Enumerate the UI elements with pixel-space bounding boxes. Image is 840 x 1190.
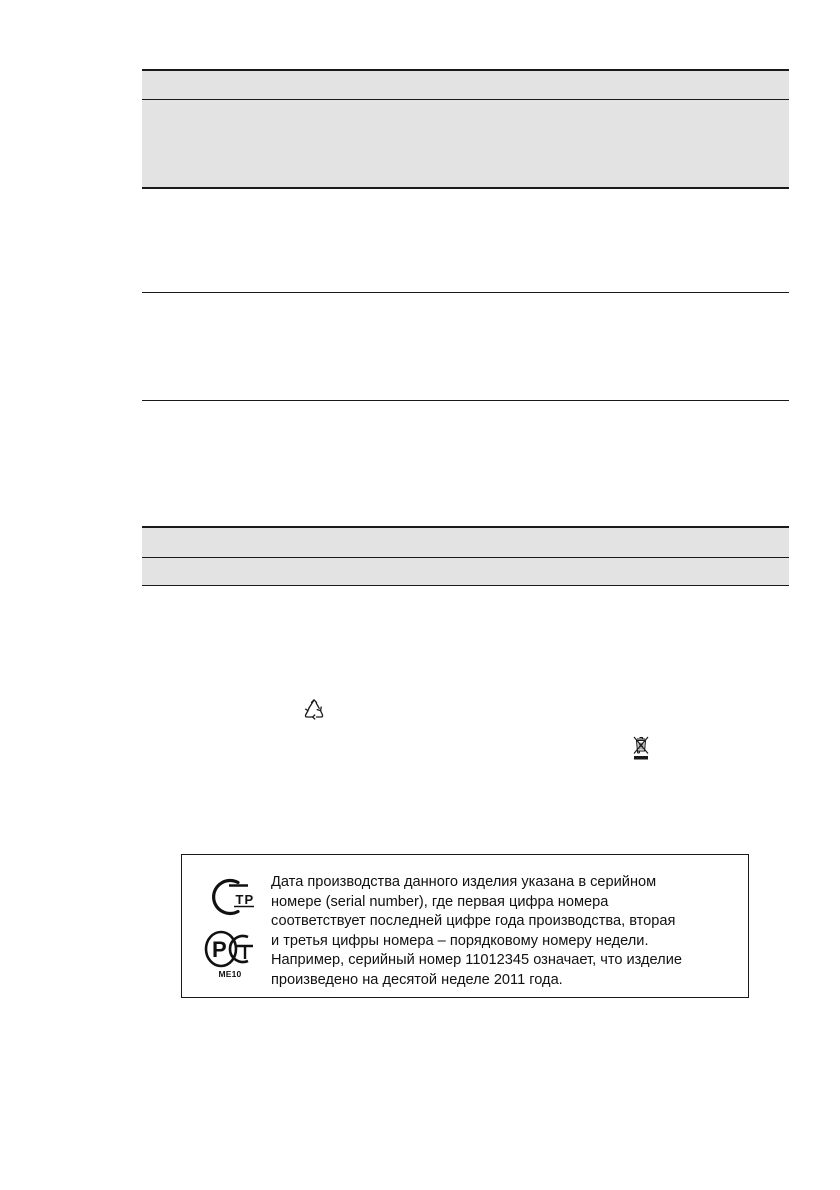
note-line: и третья цифры номера – порядковому номеру недели. xyxy=(271,932,649,949)
rst-code: МЕ10 xyxy=(218,969,242,979)
certification-box xyxy=(181,854,749,998)
spec-table-lower xyxy=(142,526,789,586)
table-rule-bottom xyxy=(142,400,789,401)
table-row-3 xyxy=(142,293,789,400)
table-header-row xyxy=(142,71,789,99)
table-rule-bottom xyxy=(142,585,789,586)
recycle-icon xyxy=(302,698,326,722)
note-line: Дата производства данного изделия указана в серийном xyxy=(271,874,657,890)
table-header-row xyxy=(142,528,789,557)
crossed-out-bin-icon xyxy=(632,735,650,761)
eac-tr-mark-icon xyxy=(204,877,256,917)
note-line: Например, серийный номер 11012345 означает, что изделие xyxy=(271,952,682,968)
table-row-1 xyxy=(142,100,789,187)
note-line: произведено на десятой неделе 2011 года. xyxy=(271,971,563,988)
svg-text:Р: Р xyxy=(244,892,254,907)
spec-table-upper xyxy=(142,69,789,401)
rst-gost-mark-icon xyxy=(204,929,256,969)
note-line: номере (serial number), где первая цифра номера xyxy=(271,893,609,910)
production-date-note xyxy=(271,873,741,990)
svg-text:Р: Р xyxy=(212,937,227,962)
table-row-1 xyxy=(142,558,789,585)
svg-text:Т: Т xyxy=(235,892,244,907)
note-line: соответствует последней цифре года производства, вторая xyxy=(271,913,676,929)
table-row-2 xyxy=(142,189,789,292)
